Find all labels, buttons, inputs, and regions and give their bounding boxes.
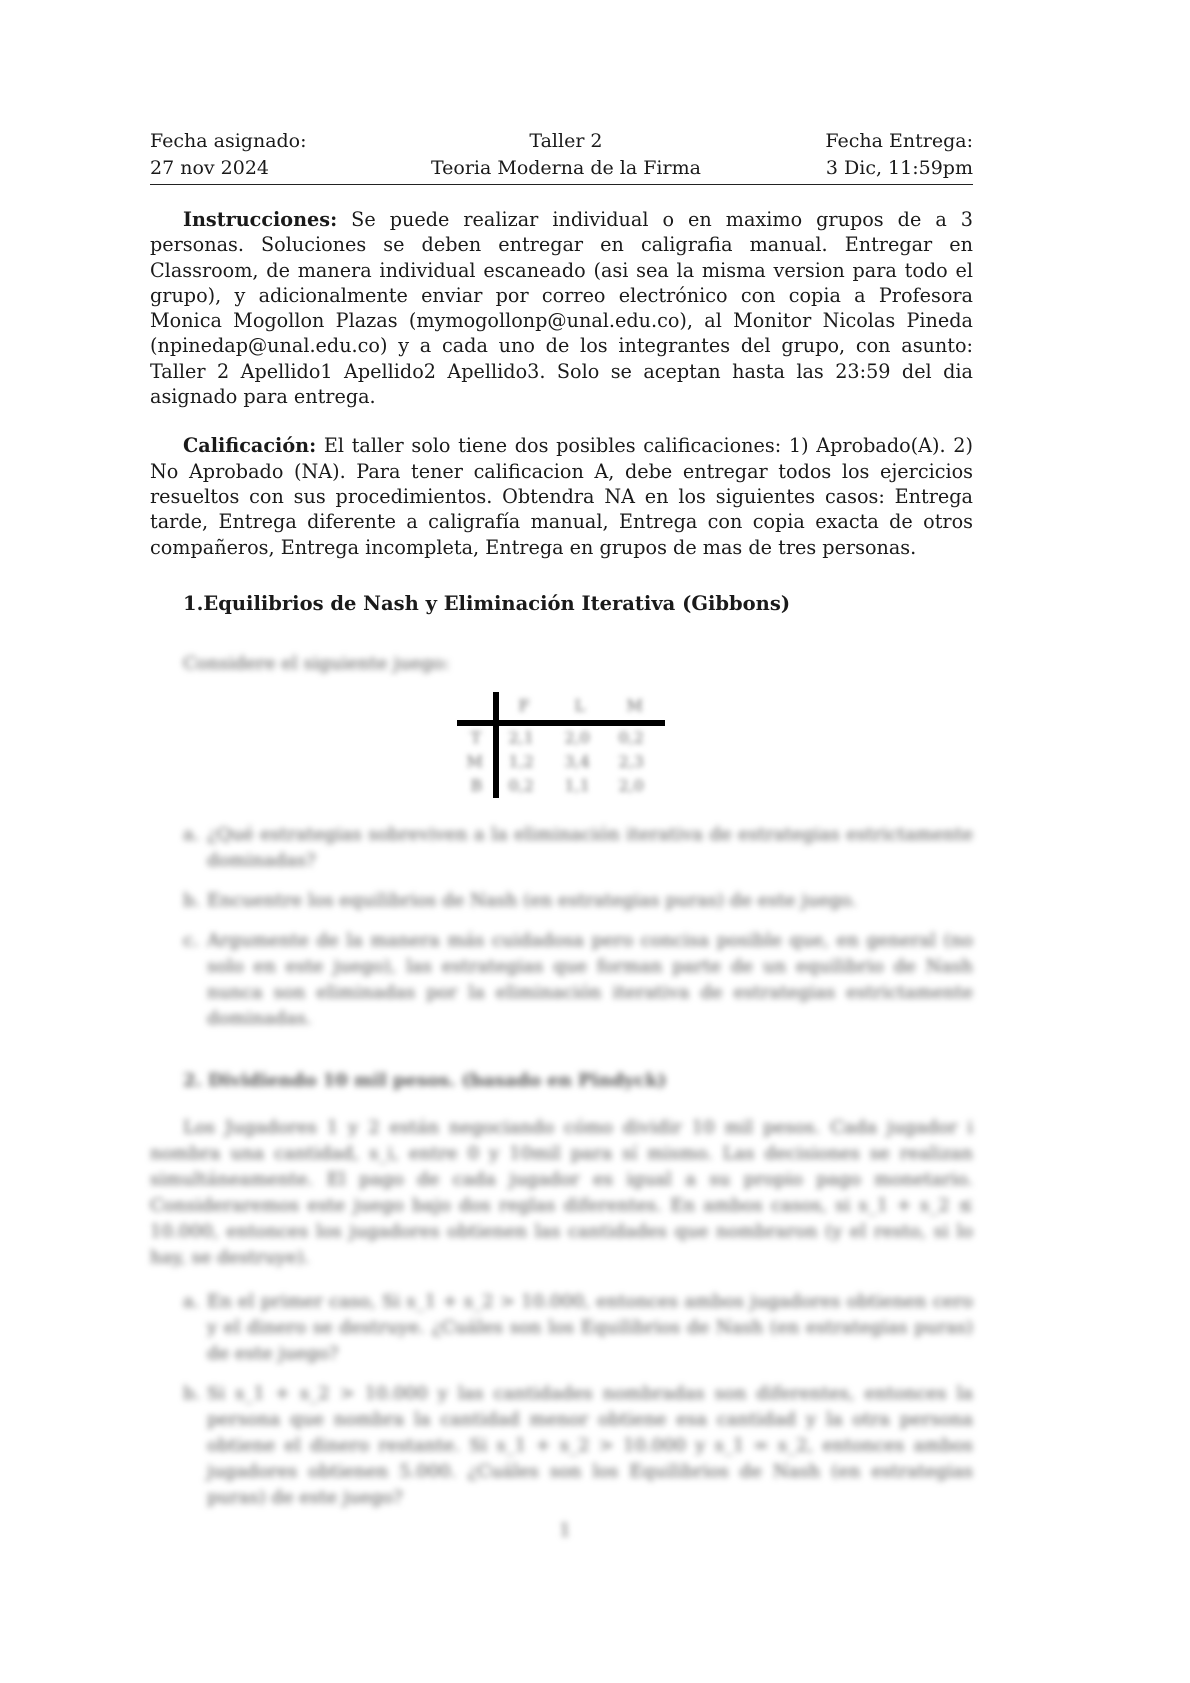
question-item [183,822,973,874]
matrix-col-header: F [518,695,530,715]
matrix-cell: 1,2 [508,751,534,771]
question-label: b. [183,1382,201,1404]
assigned-date-label: Fecha asignado: [150,130,307,152]
matrix-vertical-rule [493,692,499,798]
header-title-block [431,128,701,182]
matrix-cell: 1,1 [564,775,590,795]
question-text: Encuentre los equilibrios de Nash (en estrategias puras) de este juego. [207,889,857,911]
page-number: 1 [559,1520,571,1541]
question-item [183,888,973,914]
matrix-cell: 3,4 [564,751,590,771]
assigned-date-value: 27 nov 2024 [150,157,270,179]
course-name: Teoria Moderna de la Firma [430,157,701,179]
grading-label: Calificación: [183,434,317,458]
matrix-horizontal-rule [457,720,665,726]
matrix-cell: 2,3 [618,751,644,771]
grading-text: El taller solo tiene dos posibles calificaciones: 1) Aprobado(A). 2) No Aprobado (NA). Para tener calificacion A, debe entregar todos los ejercicios resueltos con sus procedimientos. Obtendra NA en los siguientes casos: Entrega tarde, Entrega diferente a caligrafía manual, Entrega con copia exacta de otros compañeros, Entrega incompleta, Entrega en grupos de mas de tres personas. [150,434,973,559]
question-text: En el primer caso, Si s_1 + s_2 > 10.000, entonces ambos jugadores obtienen cero y el dinero se destruye. ¿Cuáles son los Equilibrios de Nash (en estrategias puras) de este juego? [207,1290,973,1364]
matrix-cell: 2,0 [564,727,590,747]
matrix-cell: 0,2 [508,775,534,795]
matrix-row-header: B [470,775,483,795]
question-label: c. [183,929,199,951]
question-label: a. [183,1290,200,1312]
document-title: Taller 2 [529,130,603,152]
matrix-cell: 2,1 [508,727,534,747]
header-due-date [825,128,973,182]
section-2-title: 2. Dividiendo 10 mil pesos. (basado en Pindyck) [183,1069,667,1091]
section-1-title: 1.Equilibrios de Nash y Eliminación Iterativa (Gibbons) [183,591,791,615]
header-assigned-date [150,128,307,182]
instructions-paragraph [150,207,973,409]
matrix-cell: 0,2 [618,727,644,747]
document-header [150,128,973,182]
matrix-col-header: L [574,695,586,715]
matrix-row-header: T [470,727,482,747]
instructions-text: Se puede realizar individual o en maximo grupos de a 3 personas. Soluciones se deben entregar en caligrafia manual. Entregar en Classroom, de manera individual escaneado (asi sea la misma version para todo el grupo), y adicionalmente enviar por correo electrónico con copia a Profesora Monica Mogollon Plazas (mymogollonp@unal.edu.co), al Monitor Nicolas Pineda (npinedap@unal.edu.co) y a cada uno de los integrantes del grupo, con asunto: Taller 2 Apellido1 Apellido2 Apellido3. Solo se aceptan hasta las 23:59 del dia asignado para entrega. [150,208,973,409]
question-text: Argumente de la manera más cuidadosa pero concisa posible que, en general (no solo en este juego), las estrategias que forman parte de un equilibrio de Nash nunca son eliminadas por la eliminación iterativa de estrategias estrictamente dominadas. [207,929,973,1029]
question-item [183,928,973,1032]
question-text: ¿Qué estrategias sobreviven a la eliminación iterativa de estrategias estrictamente dominadas? [207,823,973,871]
question-item [183,1381,973,1511]
section-2-paragraph: Los Jugadores 1 y 2 están negociando cómo dividir 10 mil pesos. Cada jugador i nombra una cantidad, s_i, entre 0 y 10mil para sí mismo. Las decisiones se realizan simultáneamente. El pago de cada jugador es igual a su propio pago monetario. Consideraremos este juego bajo dos reglas diferentes. En ambos casos, si s_1 + s_2 ≤ 10.000, entonces los jugadores obtienen las cantidades que nombraron (y el resto, si lo hay, se destruye). [150,1116,973,1268]
section-1-questions [183,822,973,1032]
grading-paragraph [150,433,973,559]
header-divider [150,184,973,185]
question-item [183,1289,973,1367]
matrix-col-header: M [626,695,643,715]
due-date-label: Fecha Entrega: [825,130,973,152]
question-label: a. [183,823,200,845]
matrix-cell: 2,0 [618,775,644,795]
due-date-value: 3 Dic, 11:59pm [825,157,973,179]
matrix-row-header: M [466,751,483,771]
payoff-matrix [457,692,667,802]
section-1-intro: Considere el siguiente juego: [183,652,450,674]
question-text: Si s_1 + s_2 > 10.000 y las cantidades nombradas son diferentes, entonces la persona que nombra la cantidad menor obtiene esa cantidad y la otra persona obtiene el dinero restante. Si s_1 + s_2 > 10.000 y s_1 = s_2, entonces ambos jugadores obtienen 5.000. ¿Cuáles son los Equilibrios de Nash (en estrategias puras) de este juego? [207,1382,973,1508]
section-2-questions [183,1289,973,1511]
document-page [150,128,973,1525]
instructions-label: Instrucciones: [183,208,338,231]
question-label: b. [183,889,201,911]
